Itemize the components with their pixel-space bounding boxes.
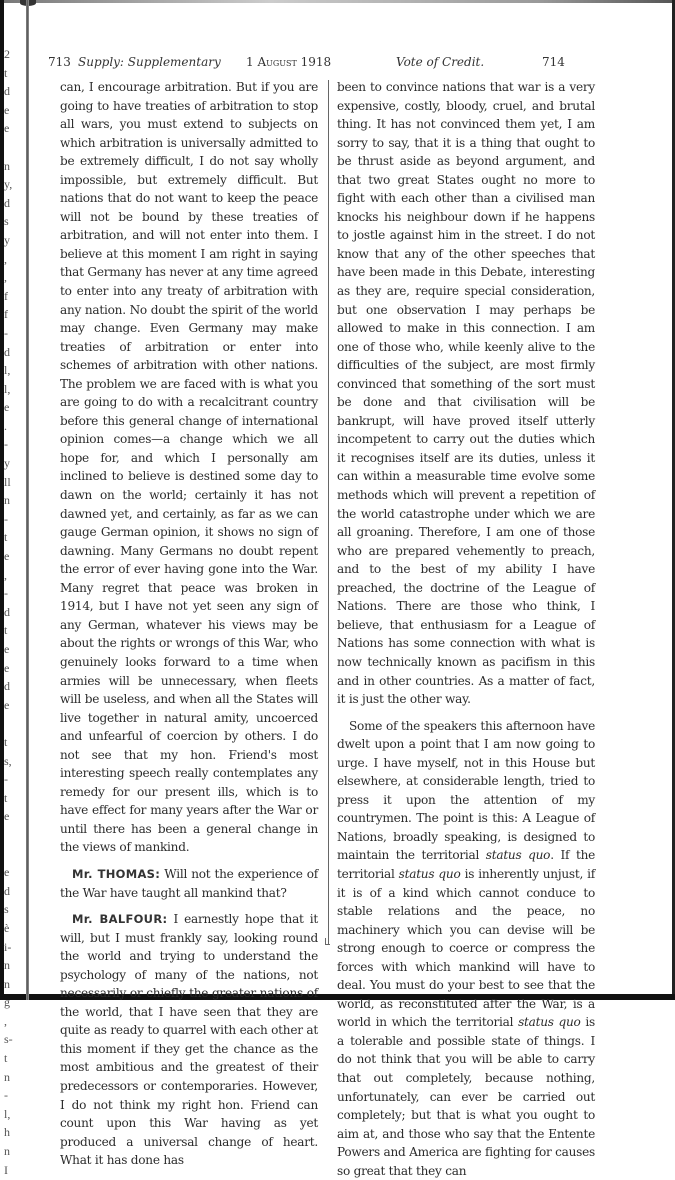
bleed-char [4, 138, 24, 157]
running-title-left: Supply: Supplementary [78, 55, 221, 69]
bleed-char [4, 826, 24, 845]
bleed-char: , [4, 1013, 7, 1028]
italic-term: status quo [518, 1015, 581, 1030]
bleed-char: n [4, 976, 10, 991]
bleed-char: y [4, 232, 10, 247]
italic-term: status quo [485, 848, 551, 863]
bleed-char: s [4, 214, 9, 229]
bleed-char: e [4, 809, 10, 824]
right-column [337, 78, 595, 1180]
bleed-char [4, 714, 24, 733]
running-head [48, 55, 660, 71]
bleed-char: , [4, 251, 7, 266]
bleed-char: n [4, 1144, 10, 1159]
speech-thomas [60, 865, 318, 902]
bleed-char: s, [4, 753, 12, 768]
bleed-char: n [4, 493, 10, 508]
bleed-char: d [4, 679, 10, 694]
bleed-char: g [4, 995, 10, 1010]
bleed-char: h [4, 1125, 10, 1140]
bleed-char: - [4, 772, 8, 787]
bleed-char: t [4, 1051, 8, 1066]
bleed-char: e [4, 549, 10, 564]
bleed-char: t [4, 734, 8, 749]
left-column [60, 78, 318, 1170]
bleed-char: e [4, 697, 10, 712]
bleed-char: - [4, 437, 8, 452]
bleed-char: . [4, 418, 7, 433]
bleed-char: y, [4, 177, 13, 192]
speaker-name: Mr. BALFOUR: [72, 912, 168, 927]
bleed-char: , [4, 567, 7, 582]
scan-top-edge [0, 0, 675, 3]
bleed-char: e [4, 121, 10, 136]
page-number-left: 713 [48, 55, 71, 69]
bleed-char: e [4, 400, 10, 415]
page-number-right: 714 [542, 55, 565, 69]
bleed-char: t [4, 65, 8, 80]
bleed-char: e [4, 865, 10, 880]
bleed-char: n [4, 958, 10, 973]
bleed-char: s- [4, 1032, 13, 1047]
speaker-name: Mr. THOMAS: [72, 866, 161, 881]
speech-balfour [60, 910, 318, 1170]
bleed-char: e [4, 642, 10, 656]
bleed-char: s [4, 902, 9, 917]
adjacent-page-bleed-margin [4, 45, 24, 1177]
page-binding-line [26, 0, 29, 1000]
bleed-char: f [4, 307, 8, 322]
paragraph: can, I encourage arbitration. But if you are going to have treaties of arbitration to stop all wars, you must extend to subjects on which arbitration is universally admitted to be extremely difficult, I do not say wholly impossible, but extremely difficult. But nations that do not want to keep the peace will not be bound by these treaties of arbitration, and will not enter into them. I believe at this moment I am right in saying that Germany has never at any time agreed to enter into any treaty of arbitration with any nation. No doubt the spirit of the world may change. Even Germany may make treaties of arbitration or enter into schemes of arbitration with other nations. The problem we are faced with is what you are going to do with a recalcitrant country before this general change of international opinion comes—a change which we all hope for, and which I personally am inclined to believe is destined some day to dawn on the world; certainly it has not dawned yet, and certainly, as far as we can gauge German opinion, it shows no sign of dawning. Many Germans no doubt repent the error of ever having gone into the War. Many regret that peace was broken in 1914, but I have not yet seen any sign of any German, whatever his views may be about the rights or wrongs of this War, who genuinely looks forward to a time when armies will be unnecessary, when fleets will be useless, and when all the States will live together in natural amity, uncoerced and unfearful of coercion by others. I do not see that my hon. Friend's most interesting speech really contemplates any remedy for our present ills, which is to have effect for many years after the War or until there has been a general change in the views of mankind. [60, 80, 318, 855]
column-divider-hook [325, 938, 330, 945]
running-title-right: Vote of Credit. [396, 55, 485, 69]
bleed-char: f [4, 288, 8, 303]
bleed-char: - [4, 325, 8, 340]
text-run: is a tolerable and possible state of things. I do not think that you will be able to carry that out completely, because nothing, unfortunately, can ever be carried out completely; but that is what you ought to aim at, and those who say that the Entente Powers and America are fighting for causes so great that they can [337, 1015, 596, 1178]
bleed-char: d [4, 84, 10, 99]
bleed-char: d [4, 883, 10, 898]
paragraph: been to convince nations that war is a very expensive, costly, bloody, cruel, and brutal thing. It has not convinced them yet, I am sorry to say, that it is a thing that ought to be thrust aside as beyond argument, and that two great States ought no more to fight with each other than a civilised man knocks his neighbour down if he happens to jostle against him in the street. I do not know that any of the other speeches that have been made in this Debate, interesting as they are, require special consideration, but one observation I may perhaps be allowed to make in this connection. I am one of those who, while keenly alive to the difficulties of the subject, are most firmly convinced that something of the sort must be done and that civilisation will be bankrupt, will have proved itself utterly incompetent to carry out the duties which it recognises itself are its duties, unless it can within a measurable time evolve some methods which will prevent a repetition of the world catastrophe under which we are all groaning. Therefore, I am one of those who are prepared vehemently to preach, and to the best of my ability I have preached, the doctrine of the League of Nations. There are those who think, I believe, that enthusiasm for a League of Nations has some connection with what is now technically known as pacifism in this and in other countries. As a matter of fact, it is just the other way. [337, 80, 595, 707]
bleed-char: t [4, 790, 8, 805]
bleed-char: l, [4, 381, 11, 396]
speech-text: Will not the experience of the War have taught all mankind that? [60, 866, 318, 900]
bleed-char: t [4, 530, 8, 545]
running-date: 1 August 1918 [246, 55, 332, 69]
bleed-char: l, [4, 1106, 11, 1121]
bleed-char: - [4, 586, 8, 601]
paragraph [337, 717, 595, 1180]
bleed-char: e [4, 102, 10, 117]
bleed-char: ll [4, 474, 11, 489]
bleed-char: i- [4, 939, 12, 954]
text-run: is inherently unjust, if it is of a kind which cannot conduce to stable relations and the peace, no machinery which you can devise will be strong enough to coerce or compress the forces with which mankind will have to deal. You must do your best to see that the world, as reconstituted after the War, is a world in which the territorial [337, 866, 595, 1030]
bleed-char [4, 845, 24, 864]
italic-term: status quo [398, 866, 461, 881]
column-divider [328, 80, 329, 945]
bleed-char: n [4, 1069, 10, 1084]
bleed-char: y [4, 456, 10, 471]
bleed-char: 2 [4, 47, 10, 61]
bleed-char: d [4, 604, 10, 619]
text-run: . If the territorial [337, 848, 596, 881]
bleed-char: t [4, 623, 8, 638]
bleed-char: l, [4, 363, 11, 378]
bleed-char: d [4, 195, 10, 210]
bleed-char: n [4, 158, 10, 173]
bleed-char: e [4, 660, 10, 675]
speech-text: I earnestly hope that it will, but I must frankly say, looking round the world and trying to understand the psychology of many of the nations, not necessarily or chiefly the greater nations of the world, that I have seen that they are quite as ready to quarrel with each other at this moment if they get the chance as the most ambitious and the greatest of their predecessors or contemporaries. However, I do not think my right hon. Friend can count upon this War having as yet produced a universal change of heart. What it has done has [60, 912, 318, 1168]
bleed-char: - [4, 511, 8, 526]
bleed-char: d [4, 344, 10, 359]
bleed-char: , [4, 270, 7, 285]
text-run: Some of the speakers this afternoon have dwelt upon a point that I am now going to urge. I have myself, not in this House but elsewhere, at considerable length, tried to press it upon the attention of my countrymen. The point is this: A League of Nations, broadly speaking, is designed to maintain the territorial [337, 718, 595, 863]
bleed-char: I [4, 1162, 8, 1177]
bleed-char: - [4, 1088, 8, 1103]
bleed-char: è [4, 920, 10, 935]
